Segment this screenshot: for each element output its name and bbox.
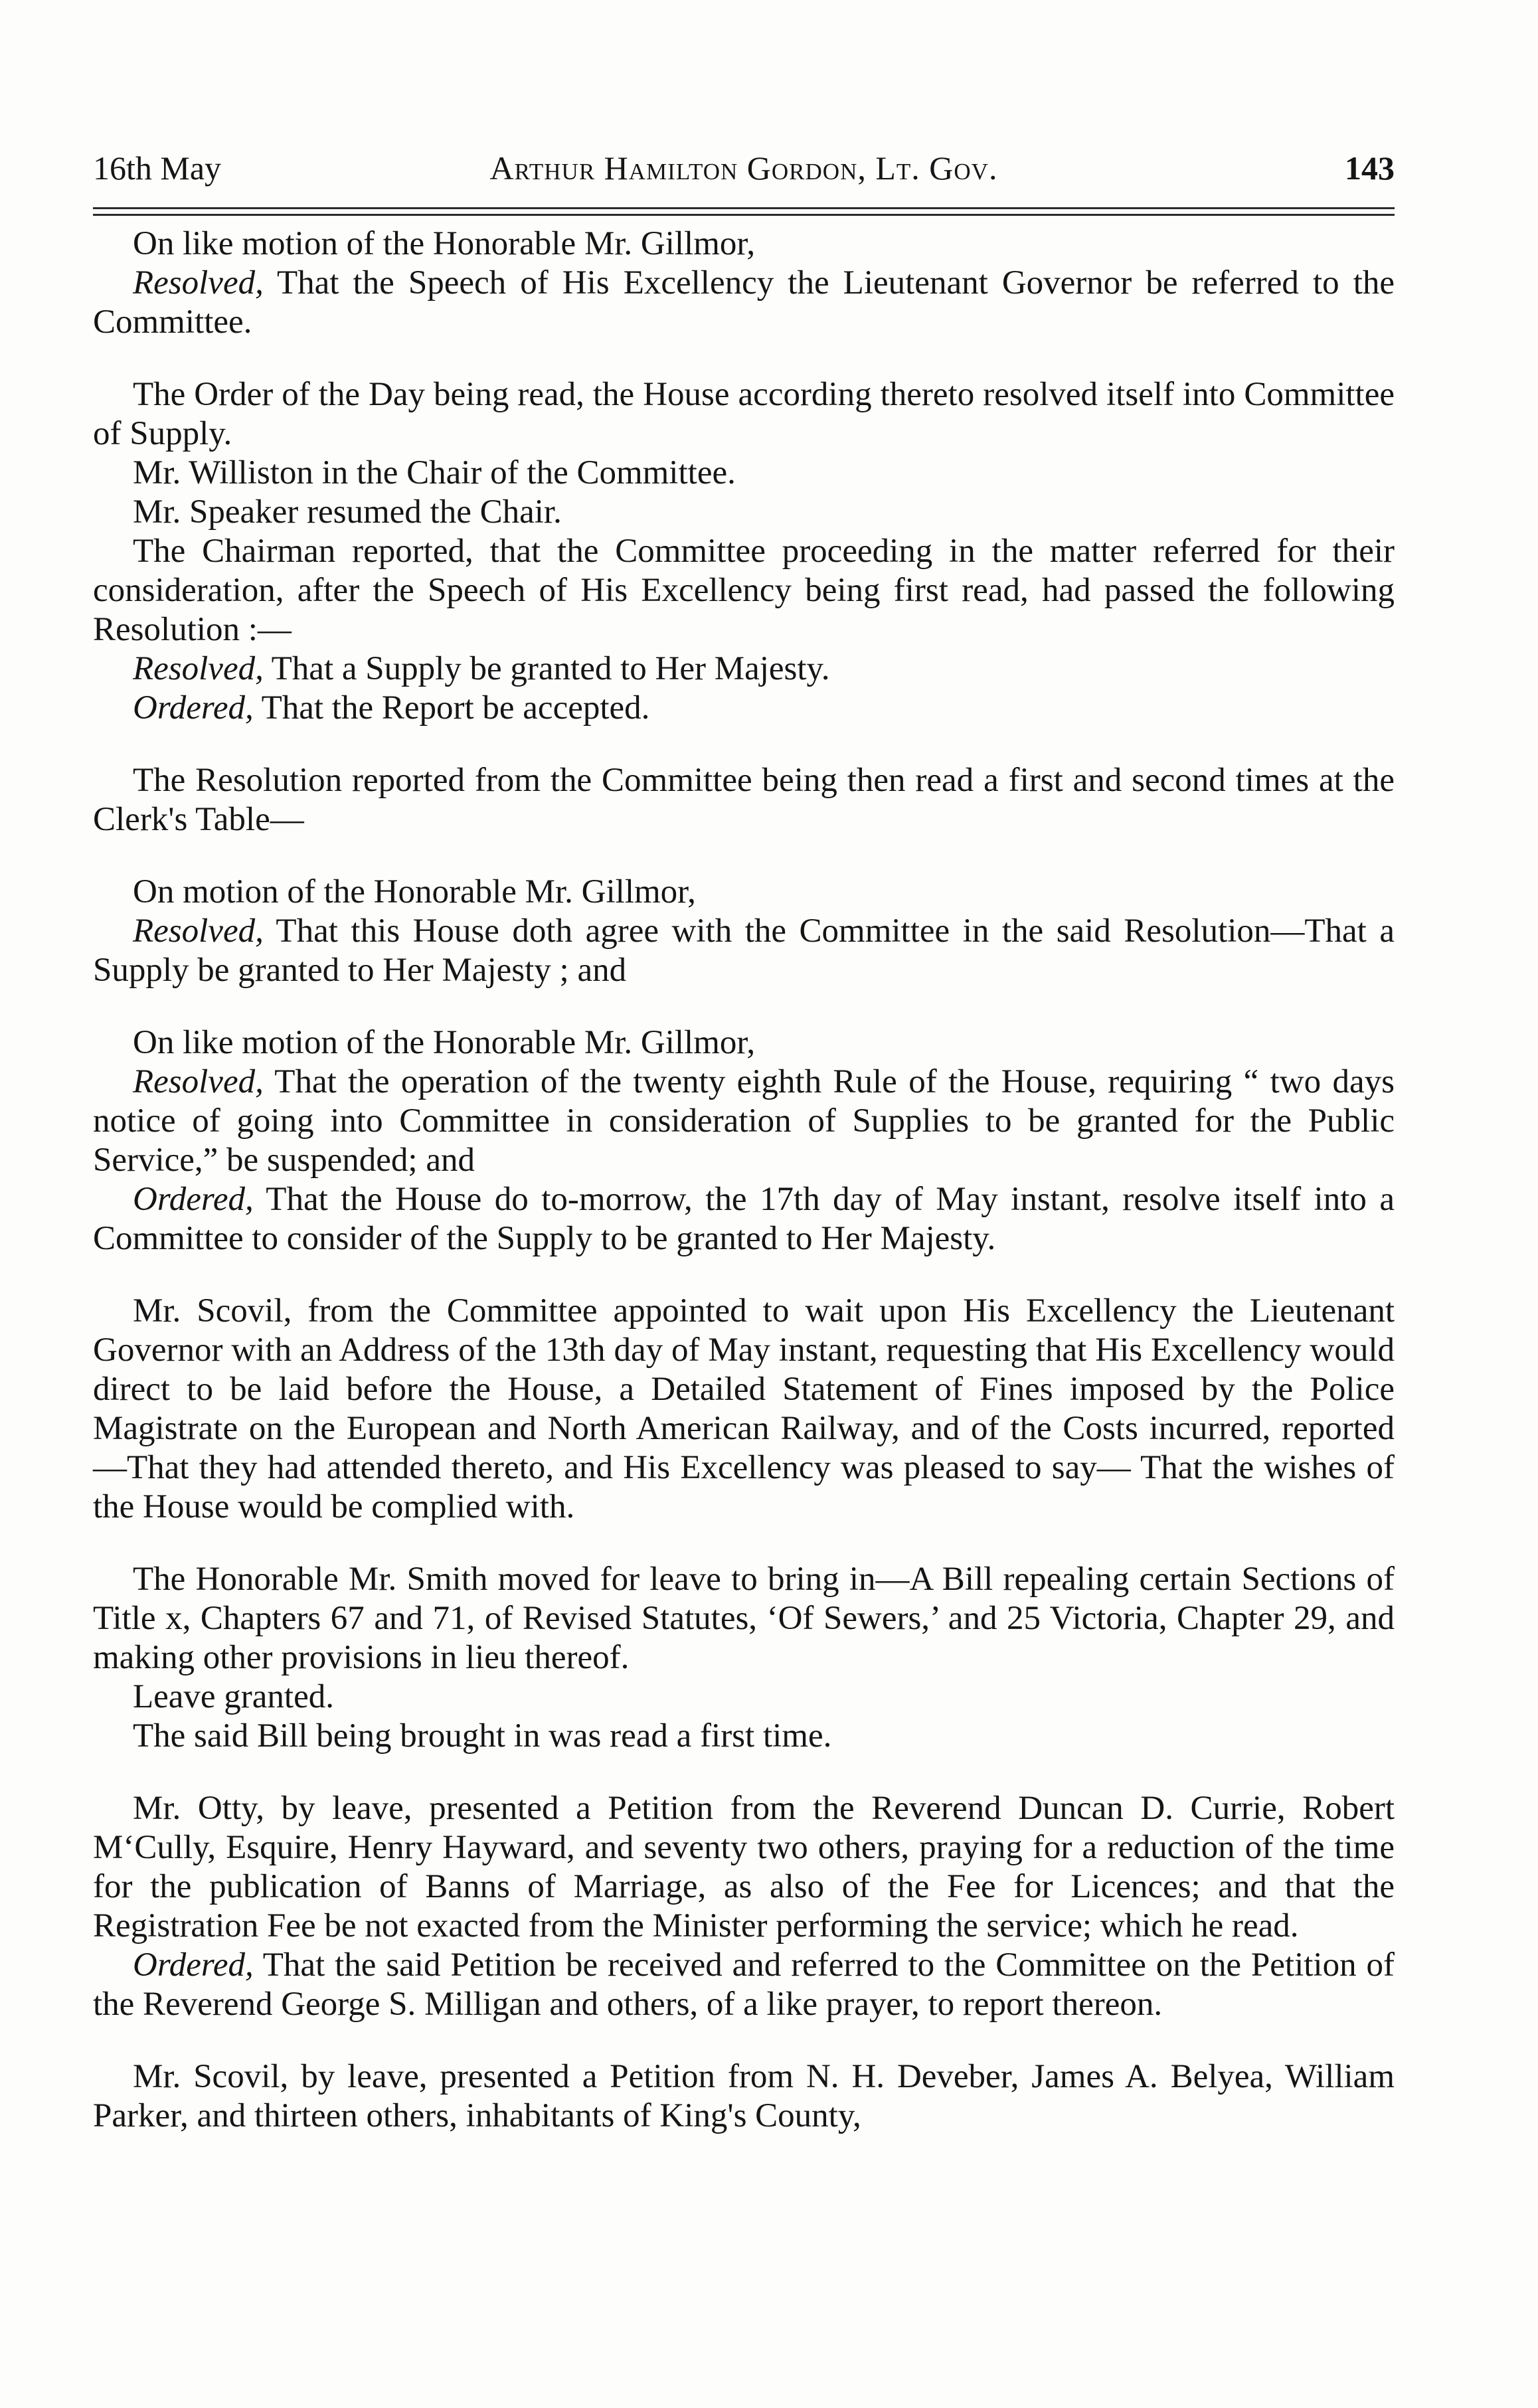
paragraph [93, 375, 1395, 454]
paragraph-lead: Ordered, [133, 1946, 254, 1984]
paragraph-text: The Honorable Mr. Smith moved for leave to bring in—A Bill repealing certain Sections of Title x, Chapters 67 and 71, of Revised Statutes, ‘Of Sewers,’ and 25 Victoria, Chapter 29, and making other provisions in lieu thereof. [93, 1561, 1395, 1676]
paragraph-text: That the Speech of His Excellency the Lieutenant Governor be referred to the Committee. [93, 264, 1395, 341]
paragraph-lead: Resolved, [133, 1063, 264, 1100]
paragraph-text: The Resolution reported from the Committee being then read a first and second times at the Clerk's Table— [93, 762, 1395, 838]
paragraph-text: Mr. Otty, by leave, presented a Petition from the Reverend Duncan D. Currie, Robert M‘Cully, Esquire, Henry Hayward, and seventy two others, praying for a reduction of the time for the publication of Banns of Marriage, as also of the Fee for Licences; and that the Registration Fee be not exacted from the Minister performing the service; which he read. [93, 1790, 1395, 1944]
paragraph-text: That this House doth agree with the Committee in the said Resolution—That a Supply be granted to Her Majesty ; and [93, 912, 1395, 989]
paragraph-text: The said Bill being brought in was read a first time. [133, 1717, 832, 1755]
paragraph [93, 264, 1395, 342]
journal-text [93, 224, 1395, 2136]
paragraph-text: Mr. Speaker resumed the Chair. [133, 493, 562, 531]
header-date: 16th May [93, 149, 222, 187]
paragraph [93, 532, 1395, 649]
paragraph [93, 1789, 1395, 1946]
header-rule-top [93, 207, 1395, 209]
paragraph-text: On motion of the Honorable Mr. Gillmor, [133, 873, 696, 910]
paragraph-lead: Ordered, [133, 689, 254, 727]
paragraph [93, 1063, 1395, 1180]
paragraph-text: On like motion of the Honorable Mr. Gillmor, [133, 225, 756, 262]
paragraph [93, 1023, 1395, 1063]
paragraph [93, 689, 1395, 728]
paragraph-text: That the Report be accepted. [253, 689, 650, 727]
paragraph [93, 649, 1395, 689]
paragraph-lead: Resolved, [133, 650, 264, 687]
paragraph-text: That the said Petition be received and referred to the Committee on the Petition of the Reverend George S. Milligan and others, of a like prayer, to report thereon. [93, 1946, 1395, 2023]
header-rule-bottom [93, 214, 1395, 216]
paragraph [93, 1677, 1395, 1717]
paragraph-lead: Resolved, [133, 912, 264, 950]
paragraph [93, 761, 1395, 839]
paragraph [93, 1717, 1395, 1756]
paragraph-text: That the operation of the twenty eighth Rule of the House, requiring “ two days notice of going into Committee in consideration of Supplies to be granted for the Public Service,” be suspended; and [93, 1063, 1395, 1179]
paragraph-text: That the House do to-morrow, the 17th day of May instant, resolve itself into a Committee to consider of the Supply to be granted to Her Majesty. [93, 1181, 1395, 1257]
paragraph [93, 912, 1395, 990]
paragraph [93, 873, 1395, 912]
header-title: Arthur Hamilton Gordon, Lt. Gov. [489, 149, 998, 187]
paragraph-text: The Chairman reported, that the Committee proceeding in the matter referred for their consideration, after the Speech of His Excellency being first read, had passed the following Resolution :— [93, 533, 1395, 648]
paragraph [93, 1180, 1395, 1258]
paragraph-text: Mr. Scovil, by leave, presented a Petition from N. H. Deveber, James A. Belyea, William Parker, and thirteen others, inhabitants of King's County, [93, 2058, 1395, 2134]
paragraph-text: Leave granted. [133, 1678, 334, 1715]
paragraph [93, 2057, 1395, 2136]
paragraph [93, 1946, 1395, 2024]
paragraph-text: Mr. Scovil, from the Committee appointed to wait upon His Excellency the Lieutenant Governor with an Address of the 13th day of May instant, requesting that His Excellency would direct to be laid before the House, a Detailed Statement of Fines imposed by the Police Magistrate on the European and North American Railway, and of the Costs incurred, reported —That they had attended thereto, and His Excellency was pleased to say— That the wishes of the House would be complied with. [93, 1292, 1395, 1525]
paragraph-lead: Ordered, [133, 1181, 254, 1218]
paragraph [93, 493, 1395, 532]
paragraph [93, 1292, 1395, 1527]
paragraph [93, 224, 1395, 264]
paragraph [93, 454, 1395, 493]
paragraph-text: The Order of the Day being read, the House according thereto resolved itself into Committee of Supply. [93, 376, 1395, 452]
running-header [93, 145, 1395, 191]
paragraph [93, 1560, 1395, 1677]
page-number: 143 [1345, 149, 1395, 187]
paragraph-text: On like motion of the Honorable Mr. Gillmor, [133, 1024, 756, 1061]
paragraph-text: Mr. Williston in the Chair of the Committee. [133, 454, 736, 491]
paragraph-lead: Resolved, [133, 264, 264, 301]
paragraph-text: That a Supply be granted to Her Majesty. [263, 650, 830, 687]
